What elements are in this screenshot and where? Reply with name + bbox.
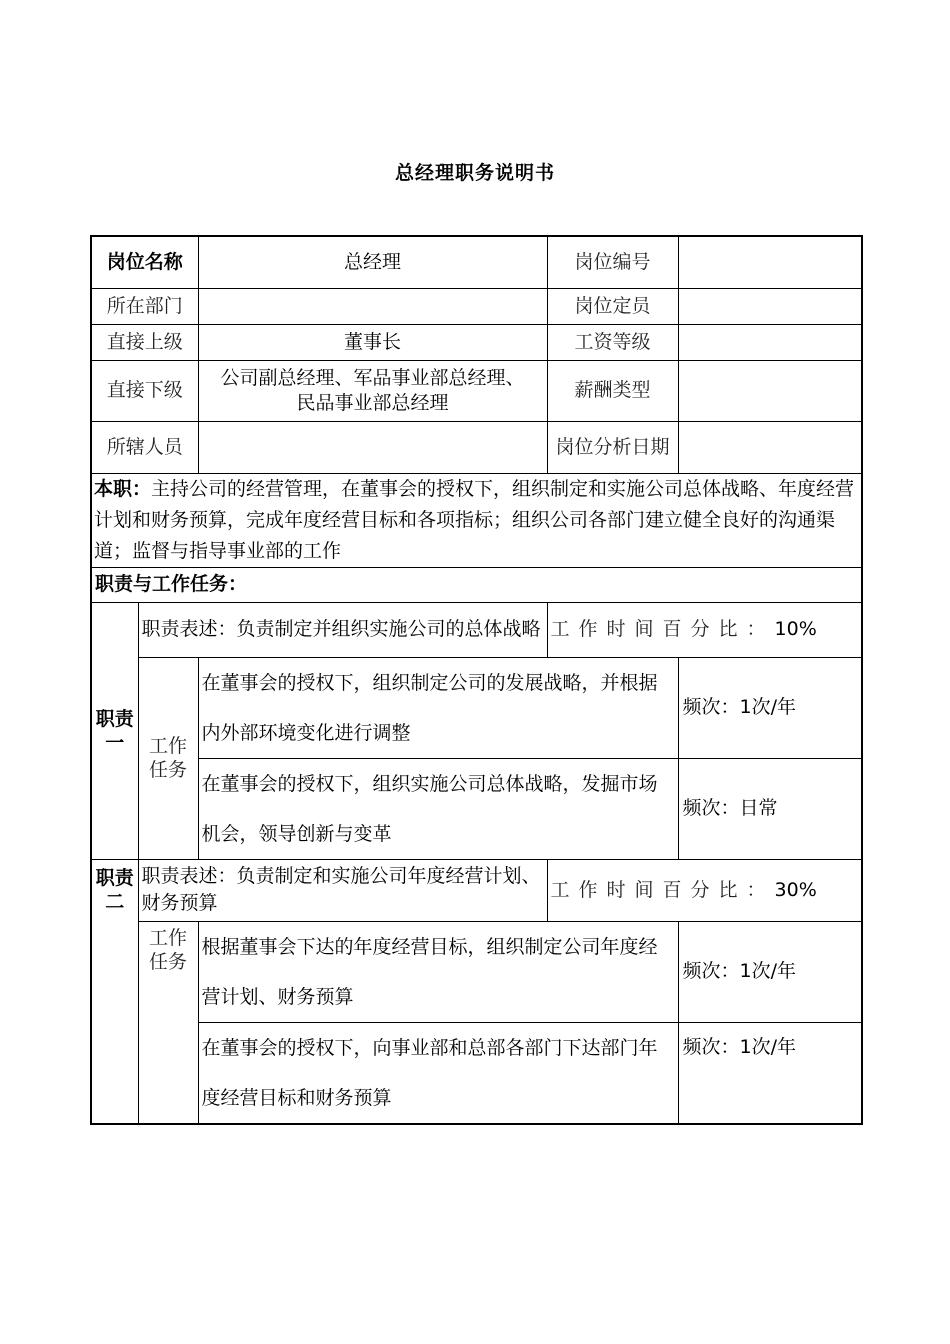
headcount-value [678, 288, 862, 324]
duties-heading: 职责与工作任务： [91, 567, 862, 602]
duty-1-description: 职责表述：负责制定并组织实施公司的总体战略 [138, 602, 547, 657]
row-subordinates [91, 360, 862, 421]
job-description-table [90, 235, 863, 1125]
duty-2-task-2-freq-value: 1次/年 [739, 1035, 797, 1058]
superior-label: 直接上级 [91, 324, 198, 360]
duty-1-task-1-freq-label: 频次： [682, 696, 740, 718]
duty-1-task-label: 工作任务 [138, 657, 198, 859]
duty-1-task-1-frequency [678, 657, 862, 758]
document-title: 总经理职务说明书 [394, 162, 555, 184]
duty-2-task-2-frequency [678, 1022, 862, 1124]
superior-value: 董事长 [198, 324, 547, 360]
duty-2-description-row [91, 859, 862, 921]
duty-1-time-pct-value: 10% [774, 618, 817, 640]
subordinates-value: 公司副总经理、军品事业部总经理、民品事业部总经理 [198, 360, 547, 421]
job-summary [91, 473, 862, 567]
row-duties-heading [91, 567, 862, 602]
duty-2-task-1-text: 根据董事会下达的年度经营目标，组织制定公司年度经营计划、财务预算 [198, 921, 678, 1022]
row-department [91, 288, 862, 324]
duty-1-task-2-text: 在董事会的授权下，组织实施公司总体战略，发掘市场机会，领导创新与变革 [198, 758, 678, 859]
duty-2-time-pct-value: 30% [774, 878, 817, 901]
staff-label: 所辖人员 [91, 421, 198, 473]
subordinates-label: 直接下级 [91, 360, 198, 421]
position-code-value [678, 236, 862, 288]
duty-1-label: 职责一 [91, 602, 138, 859]
analysis-date-label: 岗位分析日期 [547, 421, 678, 473]
duty-1-task-1-text: 在董事会的授权下，组织制定公司的发展战略，并根据内外部环境变化进行调整 [198, 657, 678, 758]
duty-2-task-2-freq-label: 频次： [682, 1035, 740, 1058]
duty-2-description: 职责表述：负责制定和实施公司年度经营计划、财务预算 [138, 859, 547, 921]
duty-1-time-pct [547, 602, 862, 657]
pay-type-value [678, 360, 862, 421]
duty-1-task-2-freq-value: 日常 [739, 797, 778, 819]
salary-grade-label: 工资等级 [547, 324, 678, 360]
position-name-label: 岗位名称 [91, 236, 198, 288]
duty-2-task-2-text: 在董事会的授权下，向事业部和总部各部门下达部门年度经营目标和财务预算 [198, 1022, 678, 1124]
summary-text: 主持公司的经营管理，在董事会的授权下，组织制定和实施公司总体战略、年度经营计划和财务预算，完成年度经营目标和各项指标；组织公司各部门建立健全良好的沟通渠道；监督与指导事业部的工作 [94, 477, 855, 562]
department-value [198, 288, 547, 324]
duty-2-task-1-row [91, 921, 862, 1022]
headcount-label: 岗位定员 [547, 288, 678, 324]
position-code-label: 岗位编号 [547, 236, 678, 288]
duty-2-time-pct [547, 859, 862, 921]
department-label: 所在部门 [91, 288, 198, 324]
position-name-value: 总经理 [198, 236, 547, 288]
duty-2-time-pct-label: 工作时间百分比： [550, 878, 775, 901]
row-position-name [91, 236, 862, 288]
duty-1-description-row [91, 602, 862, 657]
summary-label: 本职： [94, 477, 152, 500]
duty-1-task-2-row [91, 758, 862, 859]
duty-2-task-1-frequency [678, 921, 862, 1022]
duty-2-task-2-row [91, 1022, 862, 1124]
duty-1-time-pct-label: 工作时间百分比： [550, 618, 775, 640]
analysis-date-value [678, 421, 862, 473]
duty-1-task-1-row [91, 657, 862, 758]
salary-grade-value [678, 324, 862, 360]
row-staff [91, 421, 862, 473]
duty-1-task-2-frequency [678, 758, 862, 859]
pay-type-label: 薪酬类型 [547, 360, 678, 421]
duty-2-task-1-freq-value: 1次/年 [739, 960, 797, 982]
row-summary [91, 473, 862, 567]
duty-2-task-1-freq-label: 频次： [682, 960, 740, 982]
duty-2-label: 职责二 [91, 859, 138, 1124]
staff-value [198, 421, 547, 473]
row-superior [91, 324, 862, 360]
duty-2-task-label: 工作任务 [138, 921, 198, 1124]
duty-1-task-1-freq-value: 1次/年 [739, 696, 797, 718]
duty-1-task-2-freq-label: 频次： [682, 797, 740, 819]
